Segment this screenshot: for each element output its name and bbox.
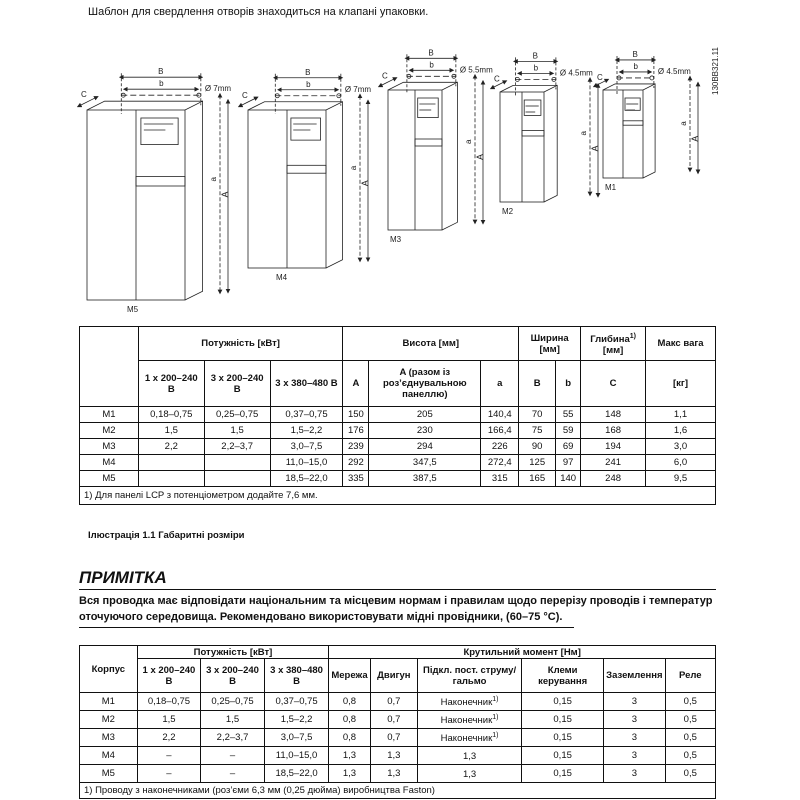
cell-dc: 1,3 bbox=[418, 765, 522, 783]
cell-p3: 3,0–7,5 bbox=[264, 729, 329, 747]
cell-b: 97 bbox=[556, 455, 581, 471]
table-row bbox=[80, 693, 716, 711]
cell-p3: 1,5–2,2 bbox=[270, 423, 343, 439]
cell-earth: 3 bbox=[604, 747, 665, 765]
cell-A_full: 347,5 bbox=[369, 455, 481, 471]
torque-p3-header: 3 x 380–480 В bbox=[264, 659, 329, 693]
cell-a: 315 bbox=[481, 471, 519, 487]
cell-dc: Наконечник$^{1)}$ bbox=[418, 729, 522, 747]
cell-A_full: 387,5 bbox=[369, 471, 481, 487]
dimension-C-label: C bbox=[382, 71, 388, 81]
cell-dc: Наконечник$^{1)}$ bbox=[418, 693, 522, 711]
cell-B: 90 bbox=[519, 439, 556, 455]
cell-p1: 2,2 bbox=[138, 439, 204, 455]
cell-p1 bbox=[138, 471, 204, 487]
note-title: ПРИМІТКА bbox=[79, 568, 167, 587]
cell-b: 140 bbox=[556, 471, 581, 487]
cell-p3: 11,0–15,0 bbox=[264, 747, 329, 765]
dimension-b-label: b bbox=[533, 63, 539, 73]
cell-C: 241 bbox=[581, 455, 646, 471]
unit-side bbox=[643, 84, 655, 178]
cell-mains: 1,3 bbox=[329, 747, 370, 765]
cell-motor: 1,3 bbox=[370, 747, 417, 765]
dimension-B-label: B bbox=[428, 48, 434, 58]
dimension-B-label: B bbox=[532, 51, 538, 61]
cell-frame: M1 bbox=[80, 693, 138, 711]
dimension-A-label: A bbox=[360, 180, 370, 187]
cell-p1: 0,18–0,75 bbox=[138, 407, 204, 423]
cell-frame: M5 bbox=[80, 471, 139, 487]
cell-C: 168 bbox=[581, 423, 646, 439]
cell-a: 272,4 bbox=[481, 455, 519, 471]
cell-p3: 0,37–0,75 bbox=[264, 693, 329, 711]
cell-mains: 0,8 bbox=[329, 693, 370, 711]
unit-stripe bbox=[522, 131, 544, 137]
power-3ph-200-header: 3 x 200–240 В bbox=[204, 361, 270, 407]
dimension-b-label: b bbox=[306, 79, 311, 89]
torque-header: Крутильний момент [Нм] bbox=[329, 646, 716, 659]
cell-a: 140,4 bbox=[481, 407, 519, 423]
earth-header: Заземлення bbox=[604, 659, 665, 693]
torque-footnote: 1) Проводу з наконечниками (роз’єми 6,3 мм (0,25 дюйма) виробництва Faston) bbox=[80, 783, 716, 799]
unit-label: M3 bbox=[390, 235, 402, 244]
cell-earth: 3 bbox=[604, 765, 665, 783]
note-divider bbox=[79, 589, 716, 590]
a-header: a bbox=[481, 361, 519, 407]
dimension-a-label: a bbox=[679, 121, 688, 126]
cell-b: 59 bbox=[556, 423, 581, 439]
cell-p2: – bbox=[201, 747, 265, 765]
cell-relay: 0,5 bbox=[665, 765, 715, 783]
dimension-A-label: A bbox=[475, 153, 485, 160]
cell-control: 0,15 bbox=[522, 729, 604, 747]
relay-header: Реле bbox=[665, 659, 715, 693]
dimension-a-label: a bbox=[349, 165, 358, 171]
hole-diameter-label: Ø 5.5mm bbox=[459, 65, 493, 75]
intro-text: Шаблон для свердлення отворів знаходиться на клапані упаковки. bbox=[88, 6, 429, 18]
height-header: Висота [мм] bbox=[343, 327, 519, 361]
cell-relay: 0,5 bbox=[665, 729, 715, 747]
cell-p3: 18,5–22,0 bbox=[270, 471, 343, 487]
cell-p2 bbox=[204, 471, 270, 487]
dimension-C-label: C bbox=[81, 90, 87, 100]
cell-p2: – bbox=[201, 765, 265, 783]
cell-a: 166,4 bbox=[481, 423, 519, 439]
cell-a: 226 bbox=[481, 439, 519, 455]
mains-header: Мережа bbox=[329, 659, 370, 693]
dimension-B-label: B bbox=[305, 67, 311, 77]
dimension-C-label: C bbox=[242, 90, 248, 100]
cell-p2: 1,5 bbox=[204, 423, 270, 439]
hole-diameter-label: Ø 7mm bbox=[204, 84, 232, 94]
cell-motor: 0,7 bbox=[370, 693, 417, 711]
weight-header: Макс вага bbox=[646, 327, 716, 361]
control-header: Клеми керування bbox=[522, 659, 604, 693]
cell-p1: 2,2 bbox=[137, 729, 201, 747]
table-row bbox=[80, 455, 716, 471]
cell-mains: 1,3 bbox=[329, 765, 370, 783]
A-full-header: A (разом із роз’єднувальною панеллю) bbox=[369, 361, 481, 407]
cell-relay: 0,5 bbox=[665, 693, 715, 711]
cell-A: 335 bbox=[343, 471, 369, 487]
power-header: Потужність [кВт] bbox=[138, 327, 343, 361]
cell-mains: 0,8 bbox=[329, 729, 370, 747]
table-row bbox=[80, 407, 716, 423]
cell-p1: – bbox=[137, 765, 201, 783]
unit-top bbox=[603, 84, 655, 90]
cell-A: 176 bbox=[343, 423, 369, 439]
cell-p3: 18,5–22,0 bbox=[264, 765, 329, 783]
cell-p2: 2,2–3,7 bbox=[204, 439, 270, 455]
cell-B: 75 bbox=[519, 423, 556, 439]
depth-header: Глибина$^{1)}$ [мм] bbox=[581, 327, 646, 361]
note-divider-bottom bbox=[79, 627, 574, 628]
dimension-B-label: B bbox=[632, 49, 638, 59]
dc-brake-header: Підкл. пост. струму/ гальмо bbox=[418, 659, 522, 693]
display-panel bbox=[524, 100, 541, 115]
cell-B: 70 bbox=[519, 407, 556, 423]
A-header: A bbox=[343, 361, 369, 407]
dimension-drawing bbox=[0, 30, 730, 320]
cell-B: 165 bbox=[519, 471, 556, 487]
cell-p3: 0,37–0,75 bbox=[270, 407, 343, 423]
cell-p1: 1,5 bbox=[138, 423, 204, 439]
width-header: Ширина [мм] bbox=[519, 327, 581, 361]
display-panel bbox=[291, 118, 321, 140]
unit-label: M4 bbox=[276, 273, 288, 282]
hole-diameter-label: Ø 4.5mm bbox=[657, 66, 691, 76]
unit-top bbox=[87, 101, 203, 110]
cell-A: 292 bbox=[343, 455, 369, 471]
cell-control: 0,15 bbox=[522, 711, 604, 729]
cell-C: 194 bbox=[581, 439, 646, 455]
dimension-A-label: A bbox=[220, 191, 230, 198]
unit-side bbox=[544, 85, 557, 202]
frame-header: Корпус bbox=[80, 646, 138, 693]
cell-frame: M1 bbox=[80, 407, 139, 423]
table-row bbox=[80, 729, 716, 747]
B-header: B bbox=[519, 361, 556, 407]
cell-p1 bbox=[138, 455, 204, 471]
cell-motor: 0,7 bbox=[370, 729, 417, 747]
table-row bbox=[80, 747, 716, 765]
cell-relay: 0,5 bbox=[665, 747, 715, 765]
table-row bbox=[80, 439, 716, 455]
cell-p2: 0,25–0,75 bbox=[201, 693, 265, 711]
cell-earth: 3 bbox=[604, 729, 665, 747]
cell-A: 150 bbox=[343, 407, 369, 423]
dimension-B-label: B bbox=[158, 67, 164, 77]
cell-control: 0,15 bbox=[522, 693, 604, 711]
cell-dc: 1,3 bbox=[418, 747, 522, 765]
unit-stripe bbox=[623, 121, 643, 125]
cell-p2: 2,2–3,7 bbox=[201, 729, 265, 747]
cell-b: 55 bbox=[556, 407, 581, 423]
cell-p2: 1,5 bbox=[201, 711, 265, 729]
cell-p1: 0,18–0,75 bbox=[137, 693, 201, 711]
display-panel bbox=[418, 98, 439, 118]
cell-weight: 9,5 bbox=[646, 471, 716, 487]
torque-p1-header: 1 x 200–240 В bbox=[137, 659, 201, 693]
cell-C: 248 bbox=[581, 471, 646, 487]
figure-caption: Ілюстрація 1.1 Габаритні розміри bbox=[88, 530, 245, 541]
cell-frame: M4 bbox=[80, 747, 138, 765]
torque-power-header: Потужність [кВт] bbox=[137, 646, 329, 659]
unit-top bbox=[388, 82, 457, 90]
cell-control: 0,15 bbox=[522, 765, 604, 783]
b-header: b bbox=[556, 361, 581, 407]
unit-label: M1 bbox=[605, 183, 617, 192]
dimension-C-label: C bbox=[597, 72, 603, 82]
dimension-b-label: b bbox=[159, 79, 164, 89]
dimension-C-label: C bbox=[494, 74, 500, 84]
dimension-b-label: b bbox=[429, 60, 434, 70]
unit-top bbox=[500, 85, 557, 92]
cell-control: 0,15 bbox=[522, 747, 604, 765]
cell-p2 bbox=[204, 455, 270, 471]
table-row bbox=[80, 765, 716, 783]
unit-stripe bbox=[136, 177, 185, 187]
cell-B: 125 bbox=[519, 455, 556, 471]
unit-stripe bbox=[287, 165, 326, 173]
cell-weight: 6,0 bbox=[646, 455, 716, 471]
cell-motor: 0,7 bbox=[370, 711, 417, 729]
dimension-A-label: A bbox=[590, 145, 600, 152]
power-3ph-380-header: 3 x 380–480 В bbox=[270, 361, 343, 407]
hole-diameter-label: Ø 4.5mm bbox=[559, 68, 593, 78]
cell-p3: 11,0–15,0 bbox=[270, 455, 343, 471]
cell-motor: 1,3 bbox=[370, 765, 417, 783]
dimensions-footnote: 1) Для панелі LCP з потенціометром додайте 7,6 мм. bbox=[80, 487, 716, 505]
dimension-b-label: b bbox=[633, 61, 638, 71]
cell-weight: 3,0 bbox=[646, 439, 716, 455]
cell-frame: M3 bbox=[80, 729, 138, 747]
cell-A: 239 bbox=[343, 439, 369, 455]
note-text: Вся проводка має відповідати національним та місцевим нормам і правилам щодо перерізу проводів і температур оточуючого середовища. Рекомендовано використовувати мідні провідники, (60–75 °C). bbox=[79, 595, 713, 623]
cell-frame: M2 bbox=[80, 711, 138, 729]
cell-C: 148 bbox=[581, 407, 646, 423]
unit-stripe bbox=[415, 139, 442, 146]
kg-header: [кг] bbox=[646, 361, 716, 407]
cell-frame: M5 bbox=[80, 765, 138, 783]
hole-diameter-label: Ø 7mm bbox=[344, 84, 372, 94]
dimension-a-label: a bbox=[209, 177, 218, 182]
cell-p3: 3,0–7,5 bbox=[270, 439, 343, 455]
table-row bbox=[80, 711, 716, 729]
table-row bbox=[80, 423, 716, 439]
cell-A_full: 230 bbox=[369, 423, 481, 439]
dimensions-table bbox=[79, 326, 716, 505]
cell-relay: 0,5 bbox=[665, 711, 715, 729]
cell-p1: 1,5 bbox=[137, 711, 201, 729]
cell-b: 69 bbox=[556, 439, 581, 455]
cell-A_full: 294 bbox=[369, 439, 481, 455]
cell-frame: M3 bbox=[80, 439, 139, 455]
table-row bbox=[80, 471, 716, 487]
dimension-A-label: A bbox=[690, 135, 700, 142]
cell-p1: – bbox=[137, 747, 201, 765]
C-header: C bbox=[581, 361, 646, 407]
cell-mains: 0,8 bbox=[329, 711, 370, 729]
power-1ph-header: 1 x 200–240 В bbox=[138, 361, 204, 407]
torque-table bbox=[79, 645, 716, 799]
unit-label: M2 bbox=[502, 207, 514, 216]
motor-header: Двигун bbox=[370, 659, 417, 693]
drawing-code: 130BB321.11 bbox=[711, 47, 720, 95]
cell-earth: 3 bbox=[604, 693, 665, 711]
cell-frame: M4 bbox=[80, 455, 139, 471]
cell-frame: M2 bbox=[80, 423, 139, 439]
cell-earth: 3 bbox=[604, 711, 665, 729]
unit-side bbox=[326, 102, 343, 268]
cell-p3: 1,5–2,2 bbox=[264, 711, 329, 729]
cell-weight: 1,6 bbox=[646, 423, 716, 439]
cell-p2: 0,25–0,75 bbox=[204, 407, 270, 423]
torque-p2-header: 3 x 200–240 В bbox=[201, 659, 265, 693]
unit-label: M5 bbox=[127, 305, 139, 314]
cell-weight: 1,1 bbox=[646, 407, 716, 423]
cell-A_full: 205 bbox=[369, 407, 481, 423]
cell-dc: Наконечник$^{1)}$ bbox=[418, 711, 522, 729]
unit-side bbox=[185, 101, 203, 300]
dimension-a-label: a bbox=[579, 131, 588, 136]
display-panel bbox=[141, 118, 178, 145]
unit-side bbox=[442, 82, 457, 230]
dimension-a-label: a bbox=[464, 139, 473, 144]
